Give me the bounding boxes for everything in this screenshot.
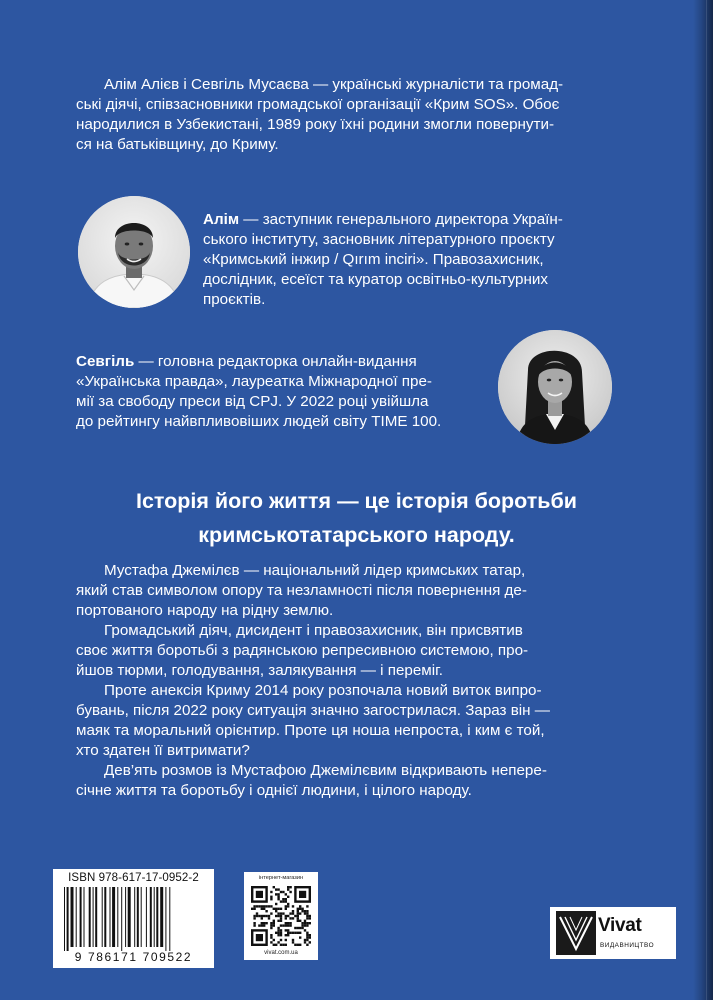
description-line: який став символом опору та незламності після повернення де- (76, 582, 527, 599)
sevgil-bio (76, 352, 484, 432)
isbn-text: ISBN 978-617-17-0952-2 (68, 872, 199, 884)
vivat-emblem-icon (556, 911, 596, 955)
intro-line: народилися в Узбекистані, 1989 року їхні родини змогли повернути- (76, 116, 555, 133)
alim-name: Алім (203, 211, 240, 228)
alim-portrait-photo (78, 196, 190, 308)
alim-bio-line: ського інституту, засновник літературного проєкту (203, 231, 555, 248)
sevgil-bio-first-line (76, 352, 484, 372)
book-description (76, 561, 639, 801)
description-line: січне життя та боротьбу і однієї людини, і цілого народу. (76, 782, 472, 799)
spine-shadow (693, 0, 713, 1000)
description-line: маяк та моральний орієнтир. Проте ця ноша непроста, і ким є той, (76, 722, 545, 739)
qr-code-icon (251, 886, 311, 946)
qr-code-label (244, 872, 318, 960)
alim-bio-text: — заступник генерального директора Україн- (239, 211, 563, 228)
sevgil-portrait-image (498, 330, 612, 444)
alim-bio (203, 210, 637, 310)
spine-edge (706, 0, 707, 1000)
intro-line: Алім Алієв і Севгіль Мусаєва — українські журналісти та громад- (104, 76, 564, 93)
description-line: портованого народу на рідну землю. (76, 602, 334, 619)
sevgil-bio-line: мії за свободу преси від CPJ. У 2022 році увійшла (76, 393, 429, 410)
sevgil-portrait-photo (498, 330, 612, 444)
barcode-label (53, 869, 214, 968)
qr-top-label: інтернет-магазин (258, 875, 304, 881)
intro-line: ські діячі, співзасновники громадської організації «Крим SOS». Обоє (76, 96, 560, 113)
sevgil-bio-line: до рейтингу найвпливовіших людей світу TIME 100. (76, 413, 442, 430)
alim-portrait-image (78, 196, 190, 308)
description-line: Проте анексія Криму 2014 року розпочала новий виток випро- (104, 682, 542, 699)
description-paragraph (76, 761, 639, 801)
publisher-logo (550, 907, 676, 959)
alim-bio-line: проєктів. (203, 291, 266, 308)
alim-bio-line: дослідник, есеїст та куратор освітньо-культурних (203, 271, 548, 288)
publisher-subtitle: ВИДАВНИЦТВО (600, 942, 655, 949)
description-line: Громадський діяч, дисидент і правозахисник, він присвятив (104, 622, 523, 639)
headline-line-2: кримськотатарського народу. (198, 523, 515, 547)
sevgil-name: Севгіль (76, 353, 135, 370)
description-line: бувань, після 2022 року ситуація значно загострилася. Зараз він — (76, 702, 550, 719)
headline-line-1: Історія його життя — це історія боротьби (135, 489, 578, 513)
alim-bio-line: «Кримський інжир / Qırım inciri». Правозахисник, (203, 251, 544, 268)
barcode-number: 9 786171 709522 (74, 950, 193, 964)
description-paragraph (76, 621, 639, 681)
headline (40, 484, 673, 552)
qr-bottom-label: vivat.com.ua (264, 950, 298, 956)
sevgil-bio-text: — головна редакторка онлайн-видання (134, 353, 417, 370)
description-line: йшов тюрми, голодування, залякування — і переміг. (76, 662, 444, 679)
description-line: хто здатен її витримати? (76, 742, 250, 759)
authors-intro-paragraph (76, 75, 639, 155)
description-line: Мустафа Джемілєв — національний лідер кримських татар, (104, 562, 526, 579)
alim-bio-first-line (203, 210, 637, 230)
description-paragraph (76, 561, 639, 621)
intro-line: ся на батьківщину, до Криму. (76, 136, 279, 153)
sevgil-bio-line: «Українська правда», лауреатка Міжнародної пре- (76, 373, 432, 390)
description-line: Дев’ять розмов із Мустафою Джемілєвим відкривають непере- (104, 762, 547, 779)
description-line: своє життя боротьбі з радянською репресивною системою, про- (76, 642, 529, 659)
publisher-name: Vivat (598, 915, 642, 936)
description-paragraph (76, 681, 639, 761)
